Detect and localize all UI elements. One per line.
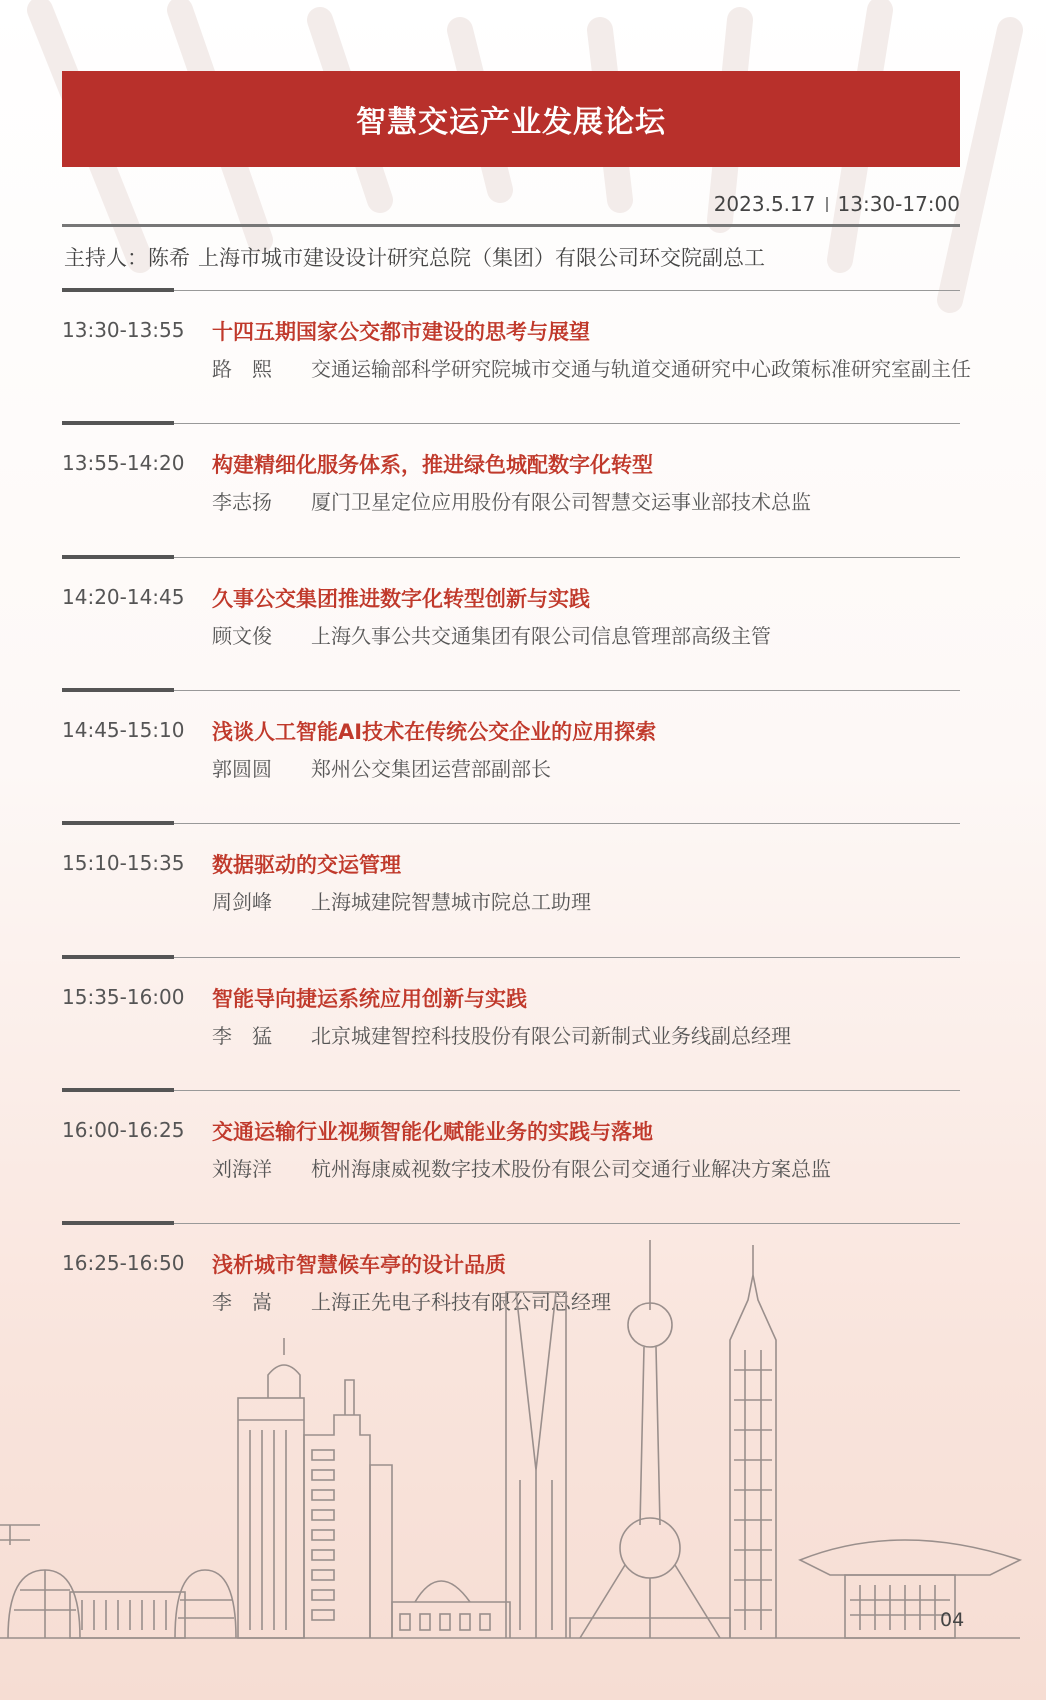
session-row <box>62 690 960 823</box>
forum-title-banner <box>62 71 960 167</box>
session-affiliation: 上海久事公共交通集团有限公司信息管理部高级主管 <box>311 624 771 648</box>
host-name: 陈希 <box>148 246 190 270</box>
schedule-time-range: 13:30-17:00 <box>837 192 960 216</box>
session-divider-accent <box>62 1088 174 1092</box>
session-title: 浅谈人工智能AI技术在传统公交企业的应用探索 <box>212 720 657 744</box>
session-row <box>62 557 960 690</box>
session-title: 智能导向捷运系统应用创新与实践 <box>212 987 527 1011</box>
session-divider-accent <box>62 1221 174 1225</box>
session-affiliation: 北京城建智控科技股份有限公司新制式业务线副总经理 <box>311 1024 791 1048</box>
session-affiliation: 上海正先电子科技有限公司总经理 <box>311 1290 611 1314</box>
datetime-divider <box>826 197 828 212</box>
session-time: 14:20-14:45 <box>62 585 185 609</box>
session-row <box>62 1090 960 1223</box>
session-divider-accent <box>62 288 174 292</box>
session-divider <box>62 423 960 424</box>
header-rule <box>62 224 960 227</box>
session-speaker: 李 嵩 <box>212 1290 272 1314</box>
session-affiliation: 郑州公交集团运营部副部长 <box>311 757 551 781</box>
session-divider <box>62 290 960 291</box>
session-title: 交通运输行业视频智能化赋能业务的实践与落地 <box>212 1120 653 1144</box>
session-affiliation: 上海城建院智慧城市院总工助理 <box>311 890 591 914</box>
session-divider <box>62 1090 960 1091</box>
session-affiliation: 交通运输部科学研究院城市交通与轨道交通研究中心政策标准研究室副主任 <box>311 357 971 381</box>
session-speaker: 郭圆圆 <box>212 757 272 781</box>
session-affiliation: 厦门卫星定位应用股份有限公司智慧交运事业部技术总监 <box>311 490 811 514</box>
host-line <box>64 242 765 272</box>
session-divider-accent <box>62 688 174 692</box>
session-speaker: 李志扬 <box>212 490 272 514</box>
session-speaker: 刘海洋 <box>212 1157 272 1181</box>
session-title: 久事公交集团推进数字化转型创新与实践 <box>212 587 590 611</box>
forum-title: 智慧交运产业发展论坛 <box>356 105 666 140</box>
session-title: 构建精细化服务体系，推进绿色城配数字化转型 <box>212 453 653 477</box>
session-title: 十四五期国家公交都市建设的思考与展望 <box>212 320 590 344</box>
city-skyline-illustration <box>0 1230 1046 1700</box>
session-divider-accent <box>62 421 174 425</box>
session-divider-accent <box>62 555 174 559</box>
session-time: 14:45-15:10 <box>62 718 185 742</box>
session-time: 16:25-16:50 <box>62 1251 185 1275</box>
session-divider-accent <box>62 955 174 959</box>
session-divider-accent <box>62 821 174 825</box>
session-divider <box>62 1223 960 1224</box>
session-row <box>62 823 960 956</box>
session-title: 浅析城市智慧候车亭的设计品质 <box>212 1253 506 1277</box>
session-time: 15:10-15:35 <box>62 851 185 875</box>
session-time: 13:55-14:20 <box>62 451 185 475</box>
session-time: 16:00-16:25 <box>62 1118 185 1142</box>
session-title: 数据驱动的交运管理 <box>212 853 401 877</box>
page-number: 04 <box>940 1609 965 1631</box>
host-label: 主持人： <box>64 246 148 270</box>
session-speaker: 周剑峰 <box>212 890 272 914</box>
session-row <box>62 423 960 556</box>
session-row <box>62 290 971 423</box>
session-speaker: 顾文俊 <box>212 624 272 648</box>
session-divider <box>62 957 960 958</box>
session-divider <box>62 690 960 691</box>
session-divider <box>62 557 960 558</box>
session-row <box>62 957 960 1090</box>
session-time: 15:35-16:00 <box>62 985 185 1009</box>
session-speaker: 李 猛 <box>212 1024 272 1048</box>
session-time: 13:30-13:55 <box>62 318 185 342</box>
schedule-date: 2023.5.17 <box>713 192 816 216</box>
session-divider <box>62 823 960 824</box>
host-affiliation: 上海市城市建设设计研究总院（集团）有限公司环交院副总工 <box>198 246 765 270</box>
schedule-datetime <box>714 192 960 216</box>
session-affiliation: 杭州海康威视数字技术股份有限公司交通行业解决方案总监 <box>311 1157 831 1181</box>
session-speaker: 路 熙 <box>212 357 272 381</box>
